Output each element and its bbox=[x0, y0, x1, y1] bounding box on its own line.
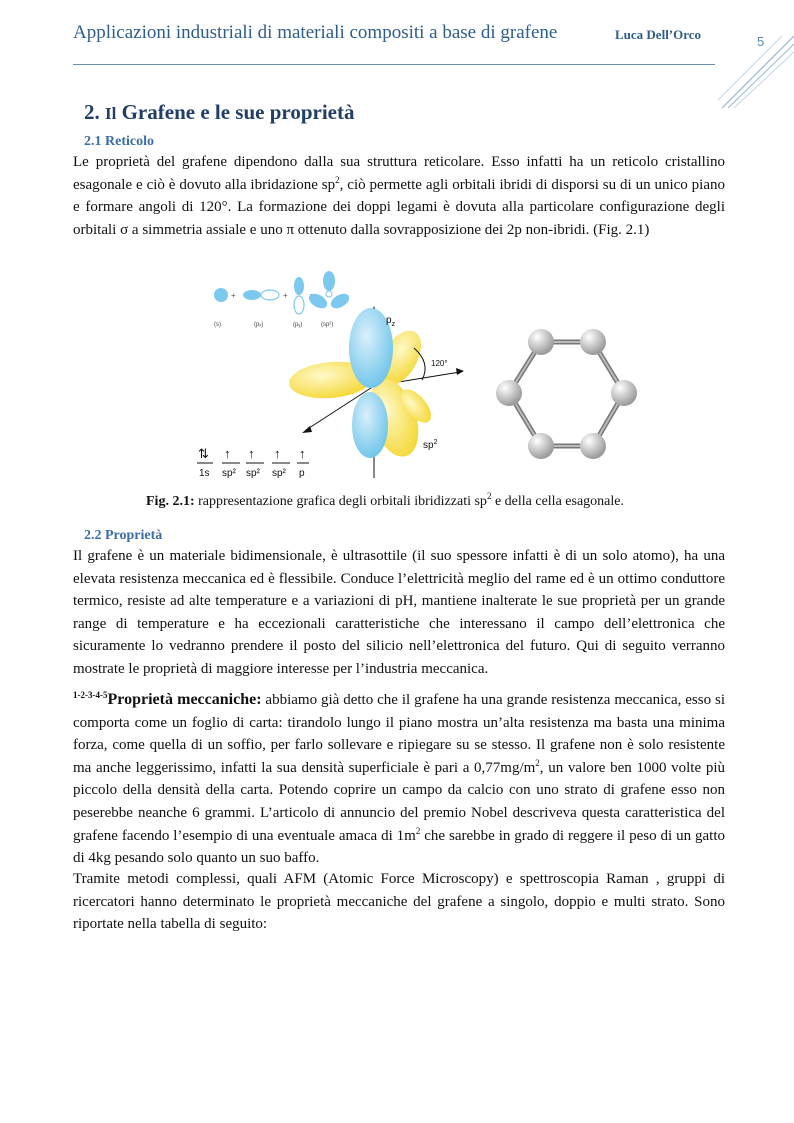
paragraph-proprieta: Il grafene è un materiale bidimensionale, è ultrasottile (il suo spessore infatti è di un solo atomo), ha una elevata resistenza meccanica ed è flessibile. Conduce l’elettricità meglio del rame ed è un ottimo conduttore termico, resiste ad alte temperature e a variazioni di pH, mantiene inalterate le sue proprietà per un grande range di temperature e ha eccezionali caratteristiche che interessano il campo dell’elettronica che sicuramente lo vedranno prendere il posto del silicio nell’elettronica del futuro. Qui di seguito verranno mostrate le proprietà di maggiore interesse per l’industria meccanica. bbox=[73, 548, 725, 677]
paragraph-reticolo bbox=[73, 151, 725, 241]
svg-text:↑: ↑ bbox=[299, 446, 306, 461]
mechanical-text-c: che sarebbe in grado di reggere il peso di un gatto di 4kg pesando solo quanto un suo baffo. bbox=[73, 827, 725, 867]
svg-text:↑: ↑ bbox=[248, 446, 255, 461]
electron-label-1s: 1s bbox=[199, 468, 210, 479]
svg-text:+: + bbox=[231, 291, 236, 300]
paragraph-mechanical bbox=[73, 684, 725, 870]
svg-text:↑: ↑ bbox=[274, 446, 281, 461]
label-sp2-small: (sp²) bbox=[321, 322, 334, 328]
hybrid-orbital-drawing bbox=[288, 306, 464, 478]
label-sp2-main: $sp^2$ bbox=[423, 439, 438, 451]
mechanical-sup-b: 2 bbox=[415, 825, 421, 836]
svg-text:+: + bbox=[283, 291, 288, 300]
electron-label-sp2-a: sp² bbox=[222, 468, 236, 479]
mechanical-lead: Proprietà meccaniche: bbox=[107, 691, 262, 708]
px-orbital-icon bbox=[243, 290, 279, 300]
electron-label-sp2-c: sp² bbox=[272, 468, 286, 479]
reticolo-text-b: , ciò permette agli orbitali ibridi di disporsi su di un unico piano e formare angoli di 120°. La formazione dei doppi legami è dovuta alla particolare configurazione degli orbitali σ a simmetria assiale e uno π ottenuto dalla sovrapposizione dei 2p non-ibridi. (Fig. 2.1) bbox=[73, 176, 726, 238]
caption-label: Fig. 2.1: bbox=[146, 494, 195, 509]
reticolo-sup: 2 bbox=[335, 174, 340, 185]
mechanical-text-b: , un valore ben 1000 volte più piccolo della densità della carta. Potendo coprire un campo da calcio con uno strato di grafene esso non peserebbe neanche 6 grammi. L’articolo di annuncio del premio Nobel descriveva questa caratteristica del grafene facendo l’esempio di una eventuale amaca di 1m bbox=[73, 759, 725, 844]
reticolo-text-a: Le proprietà del grafene dipendono dalla sua struttura reticolare. Esso infatti ha un reticolo cristallino esagonale e ciò è dovuto alla ibridazione sp bbox=[73, 154, 725, 193]
electron-label-p: p bbox=[299, 468, 305, 479]
header-rule bbox=[73, 64, 715, 65]
caption-text-a: rappresentazione grafica degli orbitali ibridizzati sp bbox=[194, 494, 487, 509]
label-angle: 120° bbox=[431, 359, 448, 368]
mechanical-refs: 1-2-3-4-5 bbox=[73, 690, 108, 700]
figure-orbitals bbox=[196, 268, 656, 483]
chapter-heading bbox=[84, 100, 354, 125]
svg-text:↑: ↑ bbox=[224, 446, 231, 461]
orbital-diagram bbox=[196, 268, 656, 483]
label-s: (s) bbox=[214, 322, 221, 328]
figure-caption bbox=[146, 491, 624, 510]
py-orbital-icon bbox=[294, 277, 304, 314]
svg-text:⇅: ⇅ bbox=[198, 446, 209, 461]
electron-configuration bbox=[197, 446, 309, 479]
chapter-title: Grafene e le sue proprietà bbox=[121, 100, 355, 124]
chapter-number: 2. bbox=[84, 100, 100, 124]
caption-sup: 2 bbox=[486, 491, 492, 501]
caption-text-b: e della cella esagonale. bbox=[491, 494, 624, 509]
section-heading-proprieta: 2.2 Proprietà bbox=[84, 528, 163, 543]
hexagonal-cell bbox=[496, 329, 637, 459]
label-pz: $p_z$ bbox=[386, 315, 396, 328]
running-title: Applicazioni industriali di materiali compositi a base di grafene bbox=[73, 22, 558, 43]
running-author: Luca Dell’Orco bbox=[615, 27, 702, 42]
chapter-title-prefix: Il bbox=[105, 104, 117, 123]
mechanical-sup-a: 2 bbox=[535, 757, 540, 768]
page-number: 5 bbox=[757, 34, 765, 49]
label-py: (pᵧ) bbox=[293, 322, 303, 328]
paragraph-closing: Tramite metodi complessi, quali AFM (Atomic Force Microscopy) e spettroscopia Raman , gruppi di ricercatori hanno determinato le proprietà meccaniche del grafene a singolo, doppio e multi strato. Sono riportate nella tabella di seguito: bbox=[73, 871, 725, 933]
corner-decoration bbox=[718, 28, 794, 110]
section-heading-reticolo: 2.1 Reticolo bbox=[84, 134, 154, 149]
electron-label-sp2-b: sp² bbox=[246, 468, 260, 479]
s-orbital-icon bbox=[214, 288, 228, 302]
mechanical-text-a: abbiamo già detto che il grafene ha una grande resistenza meccanica, esso si comporta come un foglio di carta: tirandolo lungo il piano mostra un’alta resistenza ma basta una minima forza, come quella di un soffio, per farlo sollevare e ripiegare su se stesso. Il grafene non è solo resistente ma anche leggerissimo, infatti la sua densità superficiale è pari a 0,77mg/m bbox=[73, 692, 725, 776]
label-px: (pₓ) bbox=[254, 322, 264, 328]
